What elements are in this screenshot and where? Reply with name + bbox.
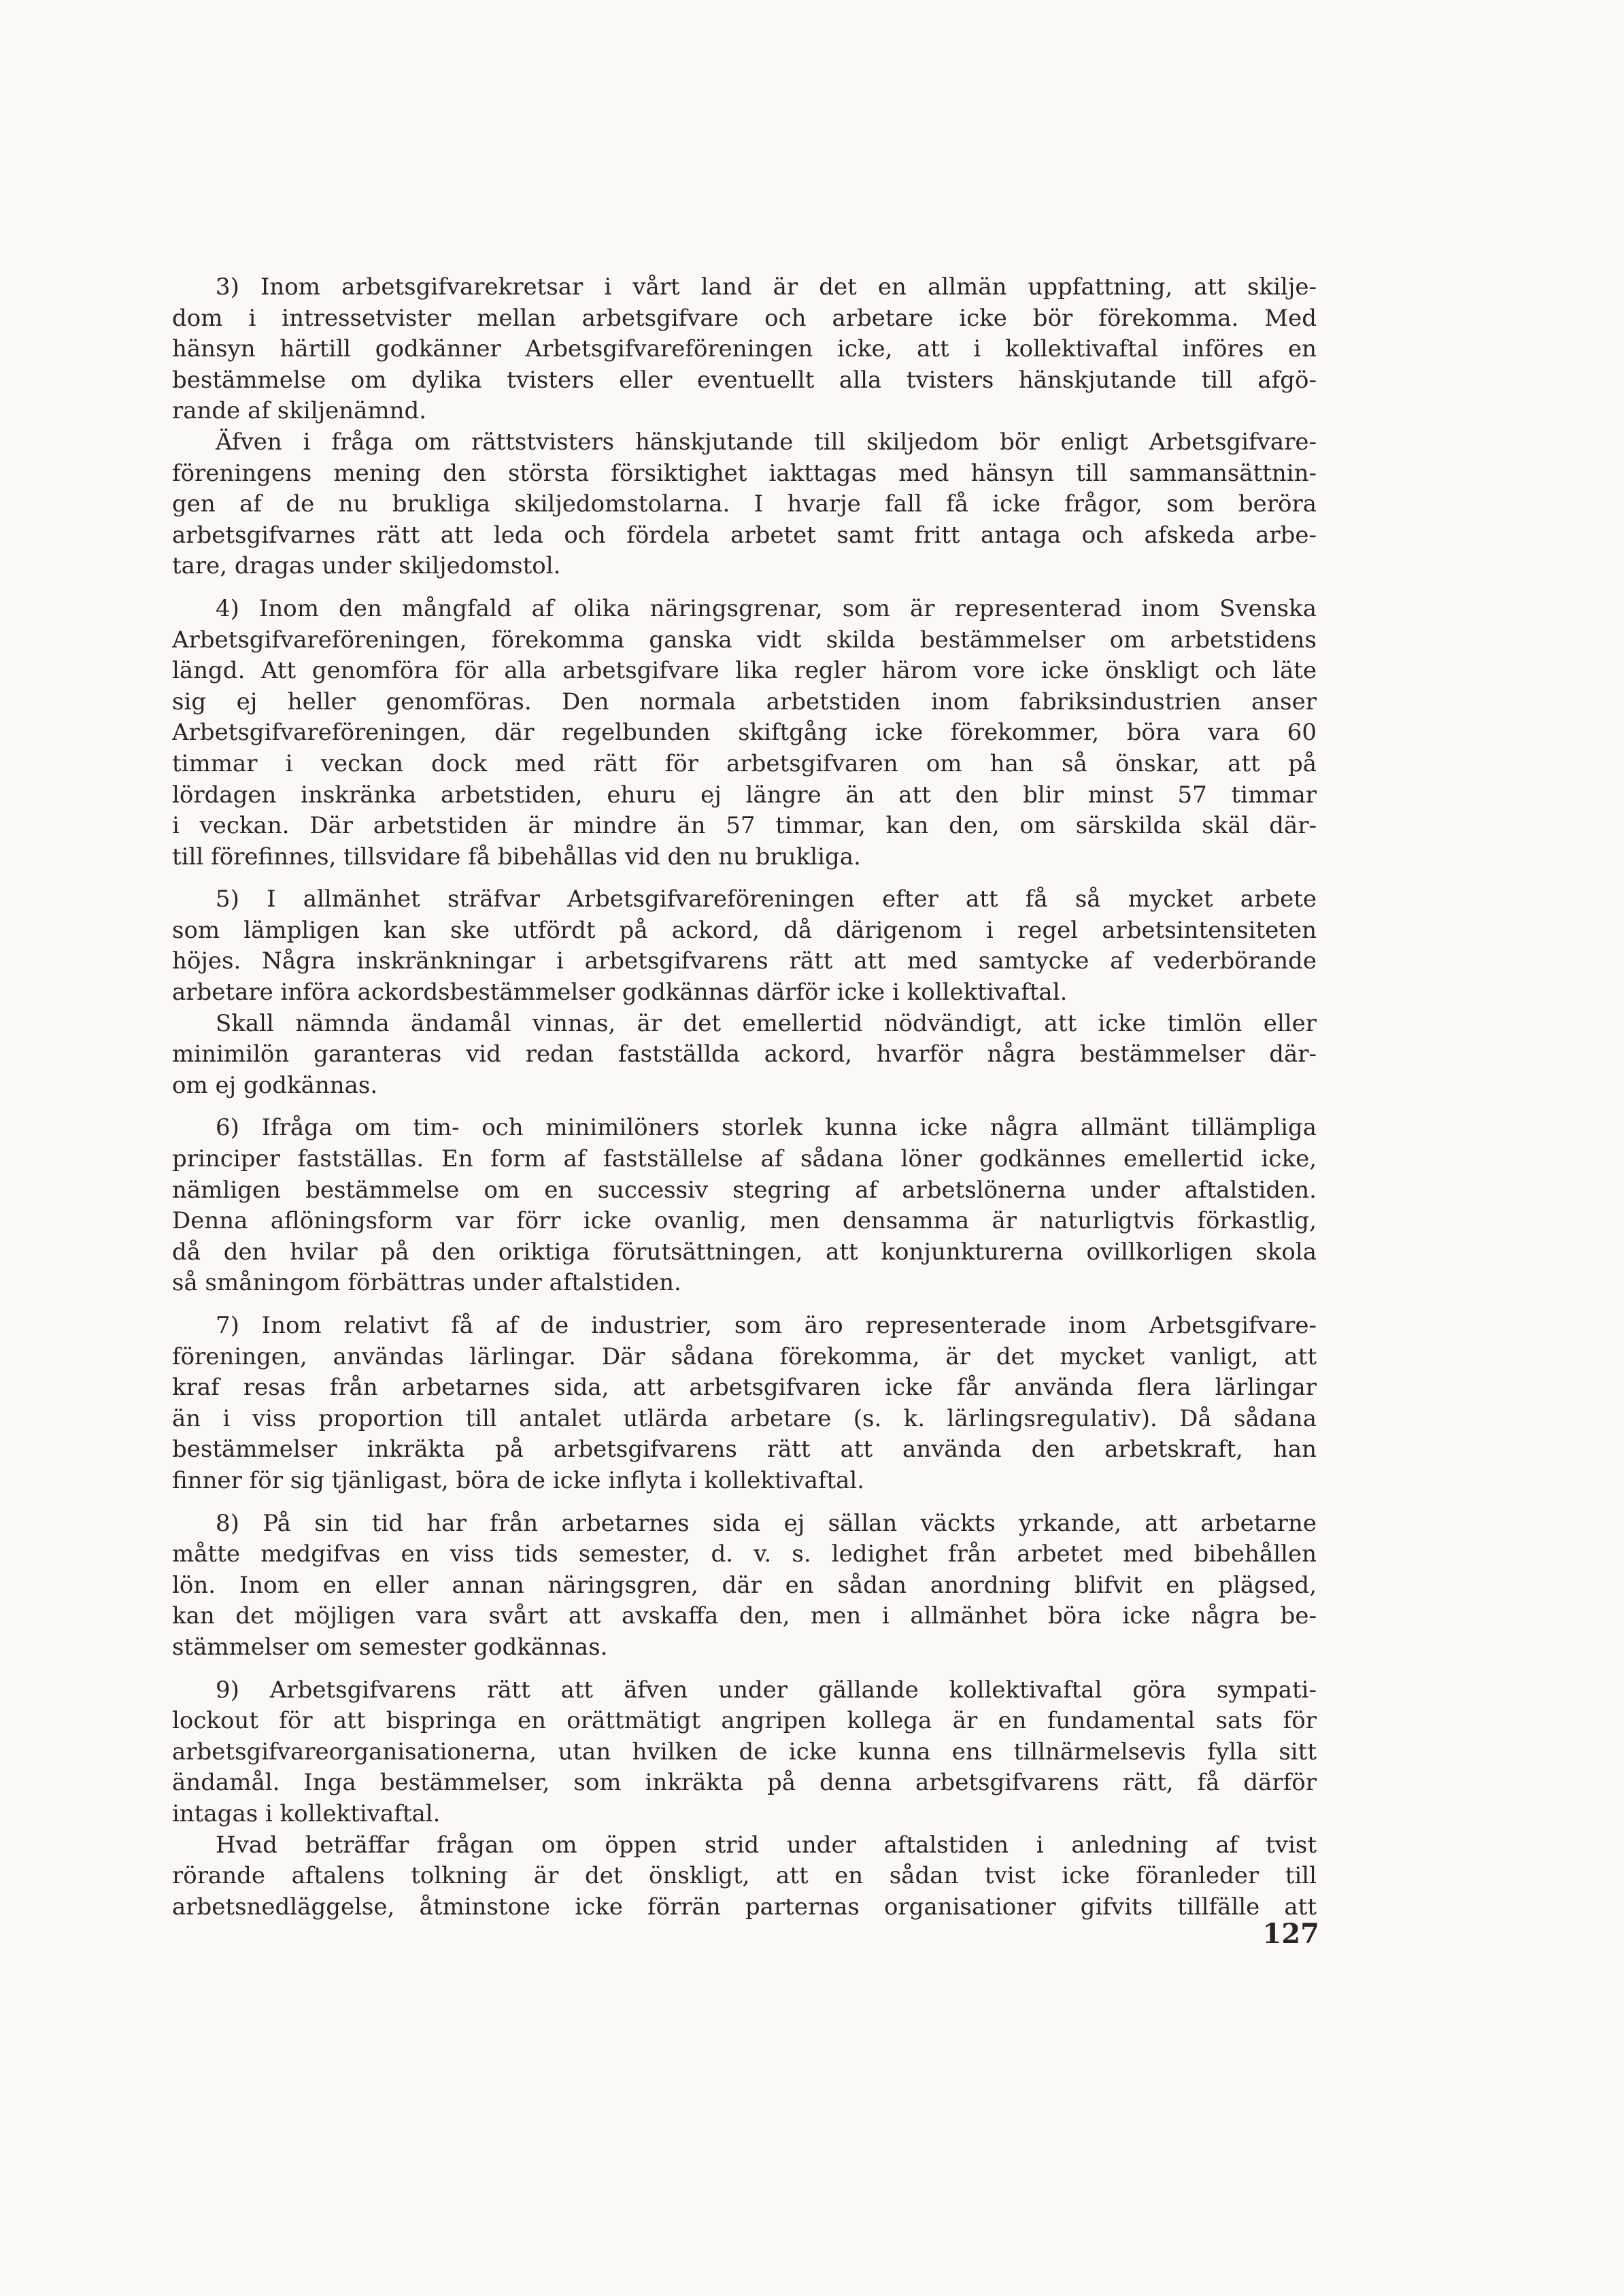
text-line: längd. Att genomföra för alla arbetsgifvare lika regler härom vore icke önskligt och läte (172, 657, 1317, 685)
text-line: som lämpligen kan ske utfördt på ackord, då därigenom i regel arbetsintensiteten (172, 916, 1317, 944)
text-line: arbetsgifvareorganisationerna, utan hvilken de icke kunna ens tillnärmelsevis fylla sitt (172, 1738, 1317, 1766)
text-line: kraf resas från arbetarnes sida, att arbetsgifvaren icke får använda flera lärlingar (172, 1374, 1317, 1402)
text-line: till förefinnes, tillsvidare få bibehållas vid den nu brukliga. (172, 843, 861, 871)
text-line: sig ej heller genomföras. Den normala arbetstiden inom fabriksindustrien anser (172, 688, 1317, 715)
text-line: nämligen bestämmelse om en successiv stegring af arbetslönerna under aftalstiden. (172, 1176, 1317, 1204)
text-line: dom i intressetvister mellan arbetsgifvare och arbetare icke bör förekomma. Med (172, 304, 1317, 332)
text-line: gen af de nu brukliga skiljedomstolarna. I hvarje fall få icke frågor, som beröra (172, 490, 1317, 518)
text-line: om ej godkännas. (172, 1071, 378, 1099)
text-line: hänsyn härtill godkänner Arbetsgifvareföreningen icke, att i kollektivaftal införes en (172, 335, 1317, 363)
text-line: Arbetsgifvareföreningen, där regelbunden skiftgång icke förekommer, böra vara 60 (172, 719, 1317, 747)
text-line: Äfven i fråga om rättstvisters hänskjutande till skiljedom bör enligt Arbetsgifvare- (216, 428, 1317, 456)
text-line: måtte medgifvas en viss tids semester, d. v. s. ledighet från arbetet med bibehållen (172, 1540, 1317, 1568)
text-line: 9) Arbetsgifvarens rätt att äfven under gällande kollektivaftal göra sympati- (216, 1676, 1317, 1704)
text-line: stämmelser om semester godkännas. (172, 1633, 608, 1661)
paragraph-5-continued (172, 1009, 1317, 1102)
paragraph-7 (172, 1311, 1317, 1497)
text-line: arbetsnedläggelse, åtminstone icke förrän parternas organisationer gifvits tillfälle att (172, 1893, 1317, 1921)
text-line: rörande aftalens tolkning är det önskligt, att en sådan tvist icke föranleder till (172, 1862, 1317, 1890)
text-line: 5) I allmänhet sträfvar Arbetsgifvareföreningen efter att få så mycket arbete (216, 885, 1317, 913)
text-line: arbetare införa ackordsbestämmelser godkännas därför icke i kollektivaftal. (172, 979, 1068, 1007)
text-line: principer fastställas. En form af fastställelse af sådana löner godkännes emellertid icke, (172, 1145, 1317, 1173)
text-line: 4) Inom den mångfald af olika näringsgrenar, som är representerad inom Svenska (216, 594, 1317, 622)
text-line: timmar i veckan dock med rätt för arbetsgifvaren om han så önskar, att på (172, 749, 1317, 777)
text-line: 6) Ifråga om tim- och minimilöners storlek kunna icke några allmänt tillämpliga (216, 1114, 1317, 1142)
paragraph-6 (172, 1113, 1317, 1299)
text-line: lockout för att bispringa en orättmätigt angripen kollega är en fundamental sats för (172, 1707, 1317, 1735)
text-line: rande af skiljenämnd. (172, 397, 427, 425)
text-line: Arbetsgifvareföreningen, förekomma ganska vidt skilda bestämmelser om arbetstidens (172, 626, 1317, 654)
text-line: Denna aflöningsform var förr icke ovanlig, men densamma är naturligtvis förkastlig, (172, 1207, 1317, 1235)
text-line: minimilön garanteras vid redan fastställda ackord, hvarför några bestämmelser där- (172, 1041, 1317, 1068)
text-line: arbetsgifvarnes rätt att leda och fördela arbetet samt fritt antaga och afskeda arbe- (172, 521, 1317, 549)
text-line: finner för sig tjänligast, böra de icke inflyta i kollektivaftal. (172, 1466, 865, 1494)
text-line: Skall nämnda ändamål vinnas, är det emellertid nödvändigt, att icke timlön eller (216, 1009, 1317, 1037)
text-line: kan det möjligen vara svårt att avskaffa den, men i allmänhet böra icke några be- (172, 1602, 1317, 1630)
text-line: intagas i kollektivaftal. (172, 1800, 441, 1827)
text-line: bestämmelse om dylika tvisters eller eventuellt alla tvisters hänskjutande till afgö- (172, 366, 1317, 394)
paragraph-3 (172, 272, 1317, 427)
text-line: 3) Inom arbetsgifvarekretsar i vårt land är det en allmän uppfattning, att skilje- (216, 273, 1317, 301)
page-number: 127 (1262, 1918, 1319, 1950)
text-line: Hvad beträffar frågan om öppen strid under aftalstiden i anledning af tvist (216, 1831, 1317, 1859)
text-line: bestämmelser inkräkta på arbetsgifvarens rätt att använda den arbetskraft, han (172, 1436, 1317, 1464)
body-text (172, 272, 1317, 1923)
text-line: 8) På sin tid har från arbetarnes sida ej sällan väckts yrkande, att arbetarne (216, 1509, 1317, 1537)
paragraph-9-continued (172, 1830, 1317, 1923)
text-line: 7) Inom relativt få af de industrier, som äro representerade inom Arbetsgifvare- (216, 1312, 1317, 1339)
text-line: tare, dragas under skiljedomstol. (172, 552, 561, 580)
paragraph-8 (172, 1508, 1317, 1664)
text-line: då den hvilar på den oriktiga förutsättningen, att konjunkturerna ovillkorligen skola (172, 1238, 1317, 1266)
paragraph-4 (172, 594, 1317, 873)
text-line: så småningom förbättras under aftalstiden. (172, 1269, 681, 1297)
paragraph-5 (172, 884, 1317, 1008)
text-line: än i viss proportion till antalet utlärda arbetare (s. k. lärlingsregulativ). Då sådana (172, 1404, 1317, 1432)
text-line: lön. Inom en eller annan näringsgren, där en sådan anordning blifvit en plägsed, (172, 1571, 1317, 1599)
text-line: föreningen, användas lärlingar. Där sådana förekomma, är det mycket vanligt, att (172, 1343, 1317, 1370)
text-line: ändamål. Inga bestämmelser, som inkräkta på denna arbetsgifvarens rätt, få därför (172, 1769, 1317, 1797)
text-line: lördagen inskränka arbetstiden, ehuru ej längre än att den blir minst 57 timmar (172, 781, 1317, 809)
text-line: föreningens mening den största försiktighet iakttagas med hänsyn till sammansättnin- (172, 459, 1317, 487)
paragraph-3-continued (172, 427, 1317, 582)
text-line: i veckan. Där arbetstiden är mindre än 57 timmar, kan den, om särskilda skäl där- (172, 812, 1317, 840)
text-line: höjes. Några inskränkningar i arbetsgifvarens rätt att med samtycke af vederbörande (172, 947, 1317, 975)
paragraph-9 (172, 1675, 1317, 1830)
